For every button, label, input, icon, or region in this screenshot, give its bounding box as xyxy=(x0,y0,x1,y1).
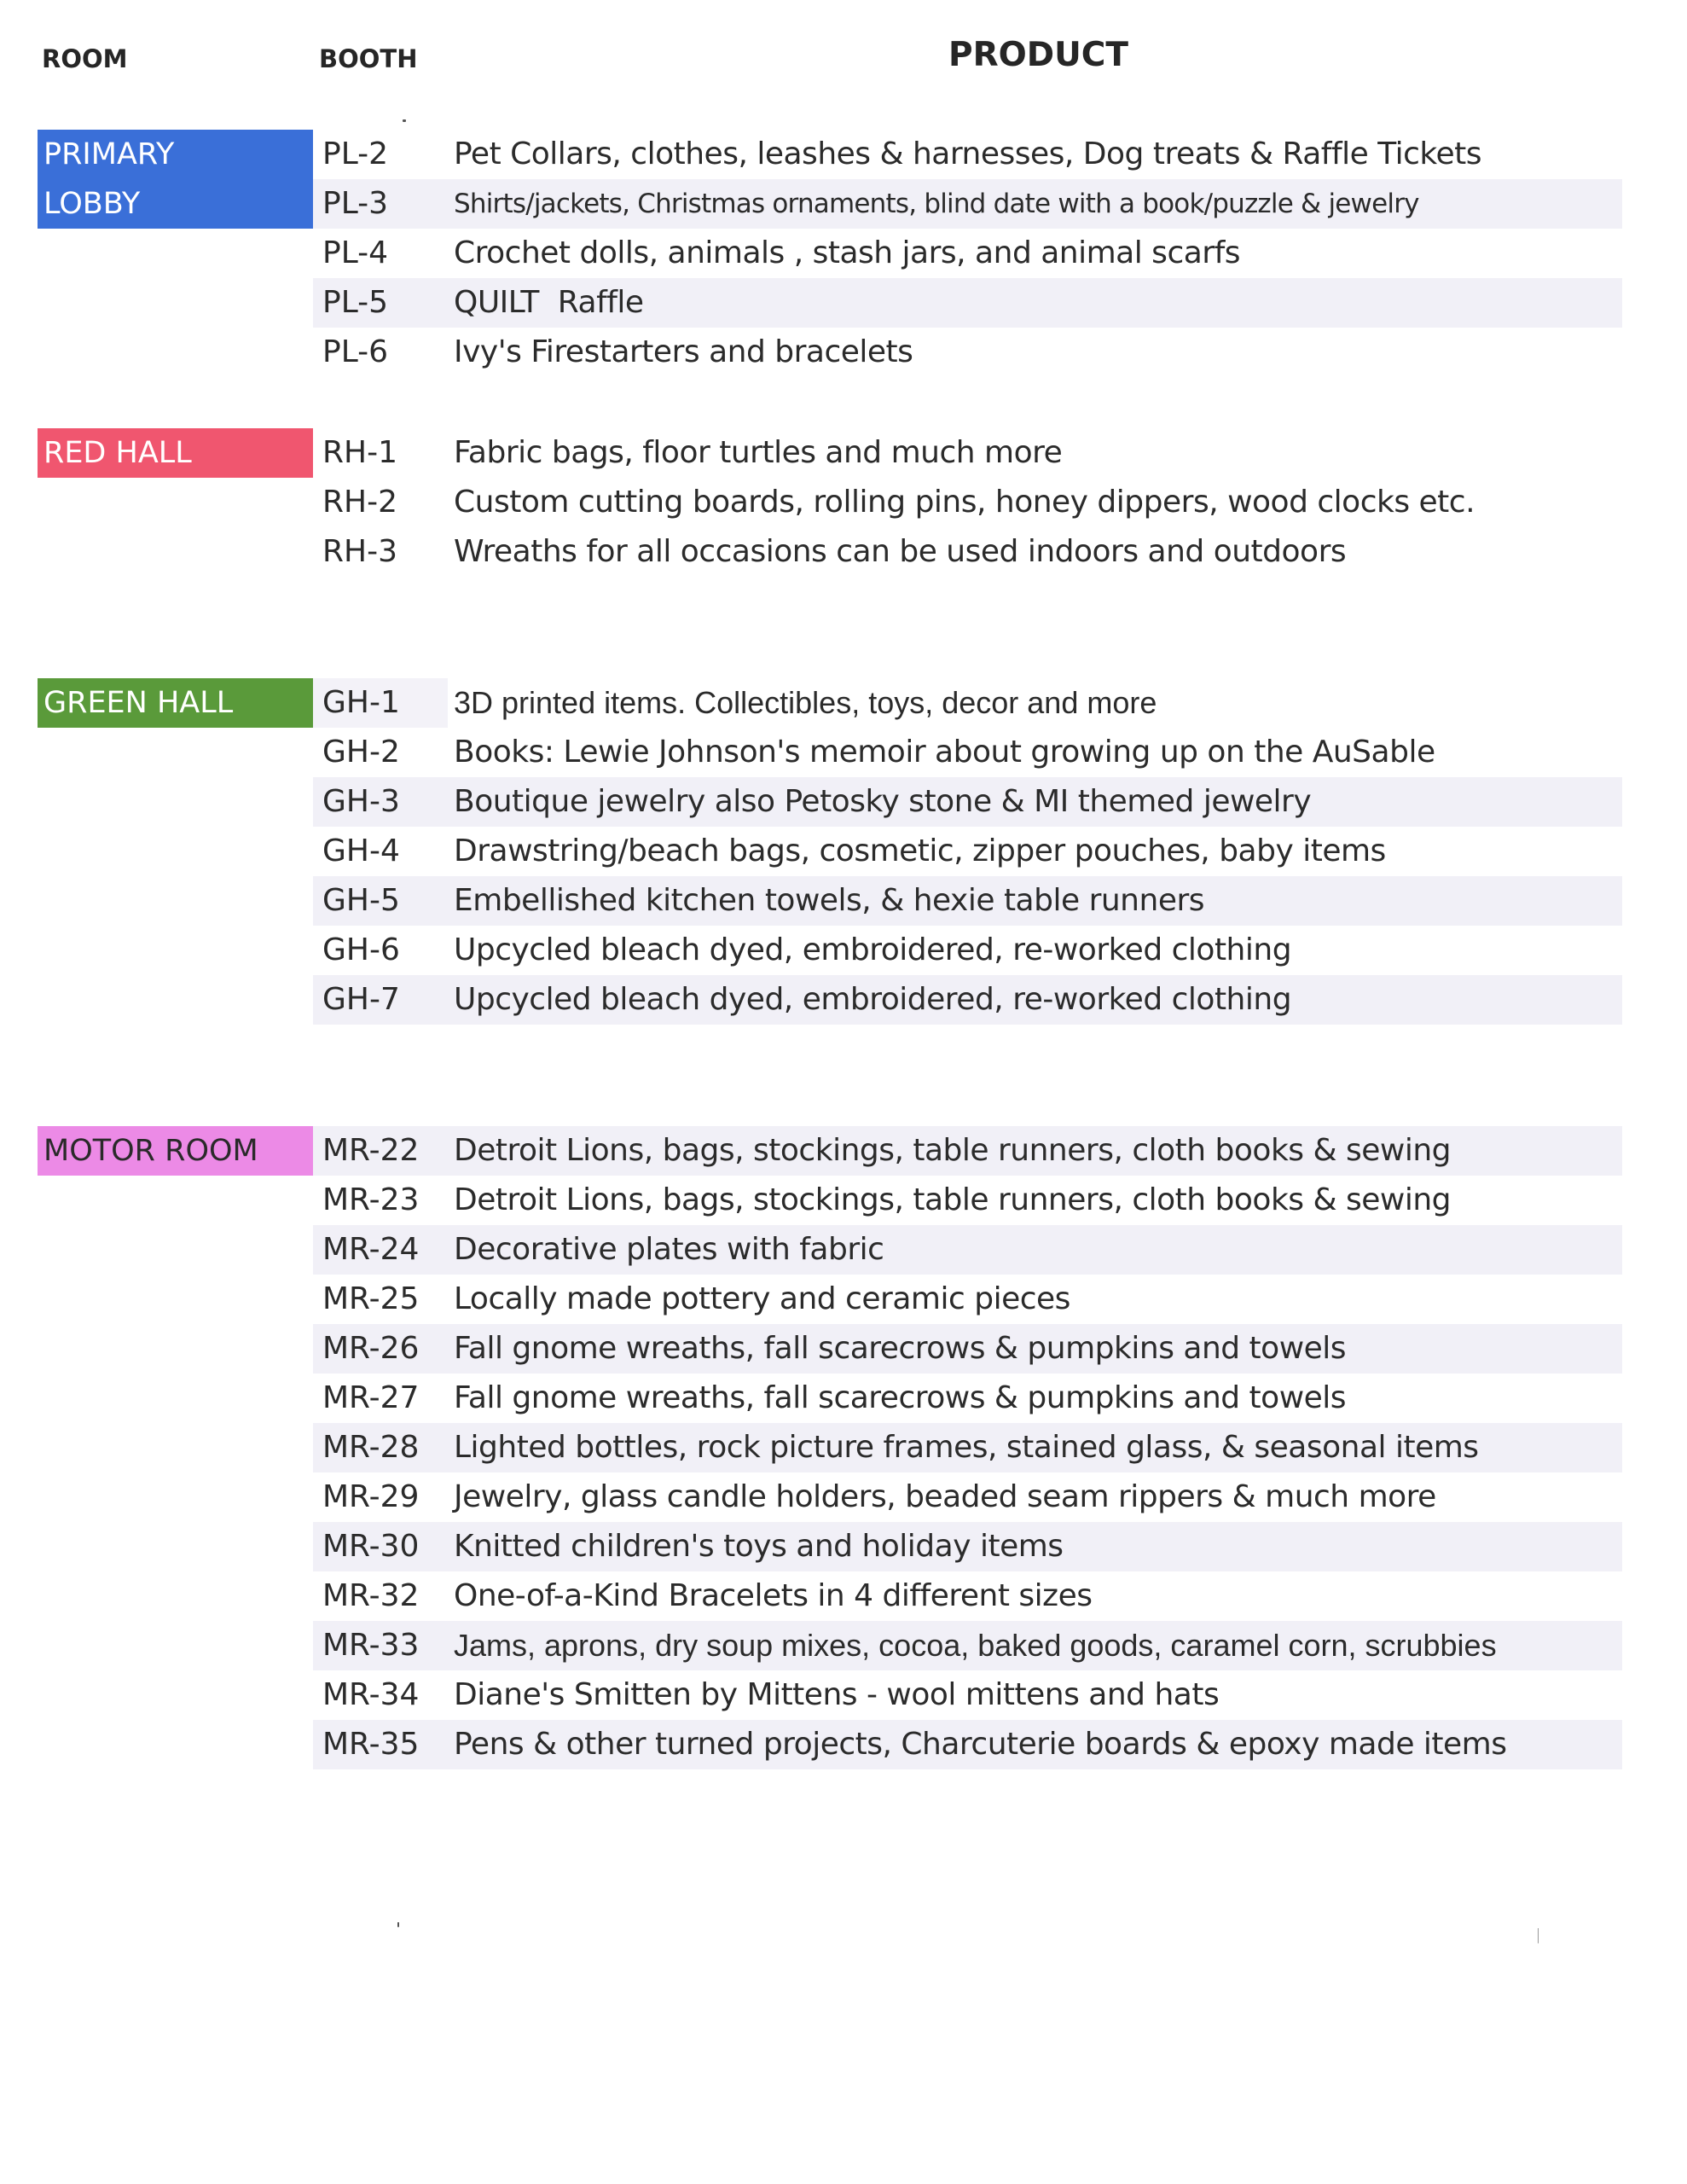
product-description: Fall gnome wreaths, fall scarecrows & pumpkins and towels xyxy=(454,1331,1347,1366)
booth-list xyxy=(313,678,1622,1025)
table-row xyxy=(313,478,1622,527)
booth-id: MR-28 xyxy=(322,1430,420,1465)
booth-id: MR-35 xyxy=(322,1727,420,1762)
booth-id: GH-7 xyxy=(322,982,400,1017)
product-description: Crochet dolls, animals , stash jars, and animal scarfs xyxy=(454,235,1241,270)
table-row xyxy=(313,428,1622,478)
room-label-line: PRIMARY xyxy=(43,137,175,171)
table-row xyxy=(313,1621,1622,1670)
booth-id: GH-1 xyxy=(322,685,400,720)
table-row xyxy=(313,1423,1622,1472)
product-description: Fall gnome wreaths, fall scarecrows & pumpkins and towels xyxy=(454,1380,1347,1415)
room-badge-green-hall xyxy=(38,678,313,728)
booth-id: MR-24 xyxy=(322,1232,420,1267)
product-description: Ivy's Firestarters and bracelets xyxy=(454,334,913,369)
booth-id: MR-25 xyxy=(322,1281,420,1316)
booth-id: MR-26 xyxy=(322,1331,420,1366)
scan-speck xyxy=(1538,1928,1539,1943)
product-description: Knitted children's toys and holiday items xyxy=(454,1529,1064,1564)
room-label-line: MOTOR ROOM xyxy=(43,1134,258,1168)
column-header-product: PRODUCT xyxy=(948,36,1129,74)
column-header-room: ROOM xyxy=(42,44,128,73)
table-row xyxy=(313,1720,1622,1769)
booth-id: MR-30 xyxy=(322,1529,420,1564)
product-description: Embellished kitchen towels, & hexie table runners xyxy=(454,883,1205,918)
table-row xyxy=(313,975,1622,1025)
product-description: Pet Collars, clothes, leashes & harnesses, Dog treats & Raffle Tickets xyxy=(454,136,1481,171)
table-row xyxy=(313,1176,1622,1225)
table-row xyxy=(313,1472,1622,1522)
column-header-booth: BOOTH xyxy=(319,44,418,73)
table-row xyxy=(313,1324,1622,1374)
product-description: Jams, aprons, dry soup mixes, cocoa, baked goods, caramel corn, scrubbies xyxy=(454,1628,1497,1663)
scan-speck xyxy=(403,119,406,122)
booth-list xyxy=(313,130,1622,377)
room-label-line: LOBBY xyxy=(43,187,141,221)
product-description: Shirts/jackets, Christmas ornaments, blind date with a book/puzzle & jewelry xyxy=(454,189,1419,219)
table-row xyxy=(313,777,1622,827)
booth-id: PL-3 xyxy=(322,186,389,221)
room-badge-red-hall xyxy=(38,428,313,478)
product-description: Wreaths for all occasions can be used indoors and outdoors xyxy=(454,534,1347,569)
table-row xyxy=(313,1225,1622,1275)
product-description: One-of-a-Kind Bracelets in 4 different sizes xyxy=(454,1578,1093,1613)
table-row xyxy=(313,278,1622,328)
booth-id: PL-5 xyxy=(322,285,389,320)
table-row xyxy=(313,1670,1622,1720)
table-row xyxy=(313,926,1622,975)
booth-id: RH-2 xyxy=(322,485,397,520)
room-label-line: RED HALL xyxy=(43,436,192,470)
table-row xyxy=(313,1275,1622,1324)
table-row xyxy=(313,1126,1622,1176)
room-badge-motor-room xyxy=(38,1126,313,1176)
product-description: Pens & other turned projects, Charcuterie boards & epoxy made items xyxy=(454,1727,1507,1762)
booth-id: GH-5 xyxy=(322,883,400,918)
booth-list xyxy=(313,1126,1622,1769)
product-description: Fabric bags, floor turtles and much more xyxy=(454,435,1063,470)
booth-id: GH-4 xyxy=(322,834,400,868)
product-description: Locally made pottery and ceramic pieces xyxy=(454,1281,1070,1316)
product-description: Decorative plates with fabric xyxy=(454,1232,884,1267)
booth-id: GH-2 xyxy=(322,735,400,770)
room-badge-primary-lobby xyxy=(38,130,313,229)
booth-id: MR-32 xyxy=(322,1578,420,1613)
product-description: 3D printed items. Collectibles, toys, decor and more xyxy=(454,685,1157,720)
table-row xyxy=(313,130,1622,179)
table-row xyxy=(313,328,1622,377)
table-row xyxy=(313,229,1622,278)
table-row xyxy=(313,1374,1622,1423)
table-row xyxy=(313,1571,1622,1621)
product-description: Upcycled bleach dyed, embroidered, re-worked clothing xyxy=(454,982,1292,1017)
booth-id: MR-23 xyxy=(322,1182,420,1217)
booth-id: MR-33 xyxy=(322,1628,420,1663)
table-row xyxy=(313,728,1622,777)
table-row xyxy=(313,678,1622,728)
table-row xyxy=(313,827,1622,876)
product-description: QUILT Raffle xyxy=(454,285,644,320)
booth-id: MR-29 xyxy=(322,1479,420,1514)
booth-id: MR-34 xyxy=(322,1677,420,1712)
table-row xyxy=(313,527,1622,577)
product-description: Drawstring/beach bags, cosmetic, zipper pouches, baby items xyxy=(454,834,1386,868)
booth-list xyxy=(313,428,1622,577)
table-row xyxy=(313,1522,1622,1571)
product-description: Boutique jewelry also Petosky stone & MI themed jewelry xyxy=(454,784,1312,819)
room-label-line: GREEN HALL xyxy=(43,686,234,720)
booth-id: RH-3 xyxy=(322,534,397,569)
product-description: Jewelry, glass candle holders, beaded seam rippers & much more xyxy=(454,1479,1436,1514)
product-description: Books: Lewie Johnson's memoir about growing up on the AuSable xyxy=(454,735,1435,770)
product-description: Custom cutting boards, rolling pins, honey dippers, wood clocks etc. xyxy=(454,485,1475,520)
booth-id: MR-22 xyxy=(322,1133,420,1168)
booth-id: GH-6 xyxy=(322,932,400,967)
booth-id: PL-2 xyxy=(322,136,389,171)
booth-id: GH-3 xyxy=(322,784,400,819)
product-description: Detroit Lions, bags, stockings, table runners, cloth books & sewing xyxy=(454,1182,1452,1217)
product-description: Diane's Smitten by Mittens - wool mittens and hats xyxy=(454,1677,1220,1712)
booth-id: RH-1 xyxy=(322,435,397,470)
table-row xyxy=(313,179,1622,229)
booth-id: MR-27 xyxy=(322,1380,420,1415)
product-description: Detroit Lions, bags, stockings, table runners, cloth books & sewing xyxy=(454,1133,1452,1168)
booth-id: PL-6 xyxy=(322,334,389,369)
product-description: Lighted bottles, rock picture frames, stained glass, & seasonal items xyxy=(454,1430,1479,1465)
scan-speck xyxy=(397,1922,399,1927)
booth-id: PL-4 xyxy=(322,235,389,270)
table-row xyxy=(313,876,1622,926)
product-description: Upcycled bleach dyed, embroidered, re-worked clothing xyxy=(454,932,1292,967)
